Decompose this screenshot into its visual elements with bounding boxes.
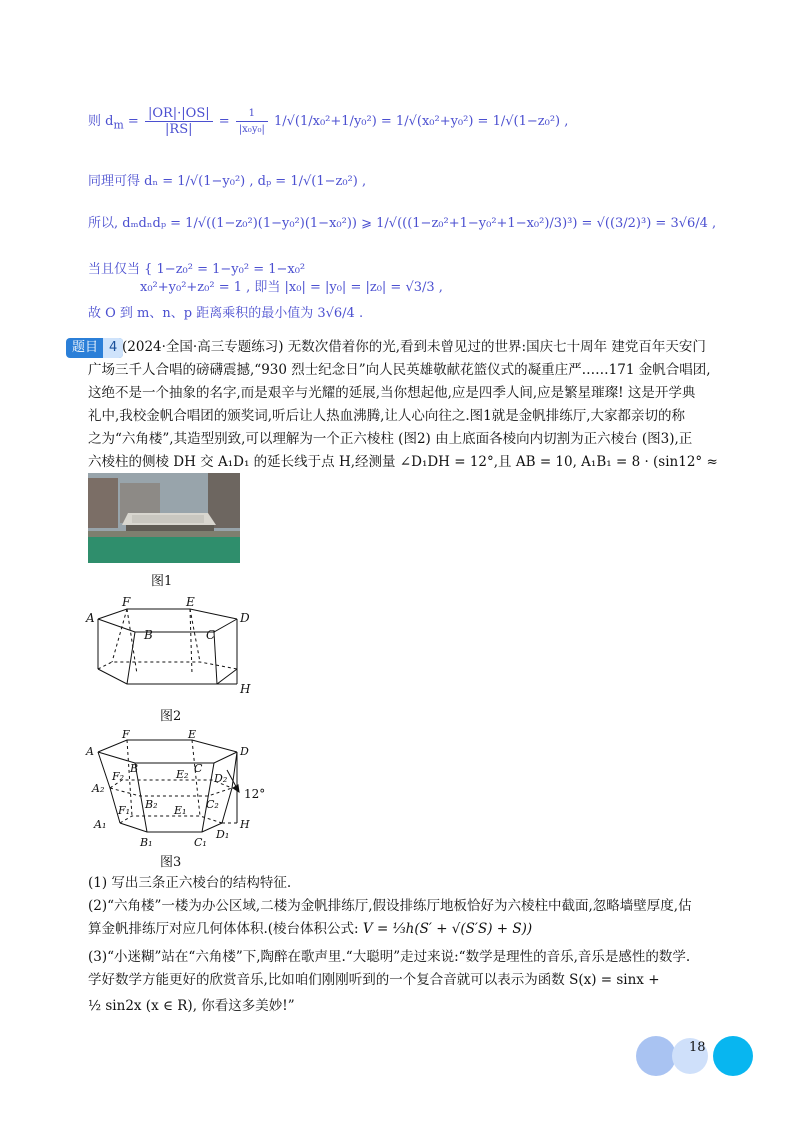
figure-3-hexagonal-frustum — [82, 730, 282, 850]
question-3-line-3: ½ sin2x (x ∈ R), 你看这多美妙!” — [88, 998, 295, 1014]
solution-line-1: 则 $d_m$ = $\frac{|OR|\cdot|OS|}{|RS|}$ = $\frac{1}{\text{|x₀y₀|}}$ 1/√(1/x₀²+1/y₀²) = 1/√(x₀²+y₀²) = 1/√(1−z₀²) , — [88, 106, 569, 137]
label-C: C — [206, 628, 216, 642]
fraction-denominator: |RS| — [165, 122, 193, 137]
solution-line-1-rest: 1/√(1/x₀²+1/y₀²) = 1/√(x₀²+y₀²) = 1/√(1−z₀²) , — [273, 114, 569, 129]
label-B: B — [130, 762, 139, 775]
question-1: (1) 写出三条正六棱台的结构特征. — [88, 875, 292, 891]
label-F: F — [122, 595, 131, 609]
label-C2: C₂ — [206, 798, 219, 811]
label-D: D — [240, 745, 249, 758]
problem-line-3: 这绝不是一个抽象的名字,而是艰辛与光耀的延展,当你想起他,应是四季人间,应是繁星璀璨! 这是开学典 — [88, 385, 696, 401]
label-B2: B₂ — [145, 798, 158, 811]
label-E: E — [186, 595, 195, 609]
figure-3-caption: 图3 — [160, 855, 182, 870]
footer-circle-left — [636, 1036, 676, 1076]
solution-line-5: 故 O 到 m、n、p 距离乘积的最小值为 3√6/4 . — [88, 306, 364, 321]
photo-rehearsal-hall — [88, 473, 240, 563]
solution-line-4a: 当且仅当 { 1−z₀² = 1−y₀² = 1−x₀² — [88, 262, 306, 277]
label-F: F — [122, 730, 130, 741]
question-3-line-2: 学好数学方能更好的欣赏音乐,比如咱们刚刚听到的一个复合音就可以表示为函数 S(x) = sinx + — [88, 972, 660, 988]
problem-badge-number: 4 — [103, 338, 123, 358]
solution-line-4b: x₀²+y₀²+z₀² = 1 , 即当 |x₀| = |y₀| = |z₀| = √3/3 , — [140, 280, 443, 295]
solution-line-2: 同理可得 dₙ = 1/√(1−y₀²) , dₚ = 1/√(1−z₀²) , — [88, 174, 367, 189]
inner-numerator: 1 — [236, 106, 268, 122]
angle-label: 12° — [244, 787, 266, 801]
label-A: A — [86, 745, 94, 758]
problem-line-1: (2024·全国·高三专题练习) 无数次借着你的光,看到未曾见过的世界:国庆七十周年 建党百年天安门 — [122, 339, 706, 355]
label-D2: D₂ — [214, 772, 228, 785]
label-B1: B₁ — [140, 836, 153, 849]
problem-line-6: 六棱柱的侧棱 DH 交 A₁D₁ 的延长线于点 H,经测量 ∠D₁DH = 12°,且 AB = 10, A₁B₁ = 8 · (sin12° ≈ — [88, 454, 718, 470]
photo-illustration — [88, 473, 240, 563]
question-3-line-1: (3)“小迷糊”站在“六角楼”下,陶醉在歌声里.“大聪明”走过来说:“数学是理性的音乐,音乐是感性的数学. — [88, 949, 691, 965]
fraction-or-os — [145, 106, 213, 137]
problem-line-2: 广场三千人合唱的磅礴震撼,“930 烈士纪念日”向人民英雄敬献花篮仪式的凝重庄严……171 金帆合唱团, — [88, 362, 711, 378]
label-A2: A₂ — [92, 782, 105, 795]
solution-line-1-prefix: 则 d — [88, 114, 114, 129]
footer-circle-right — [713, 1036, 753, 1076]
label-H: H — [240, 682, 251, 696]
label-H: H — [240, 818, 250, 831]
fraction-inner — [236, 106, 268, 137]
solution-line-3: 所以, dₘdₙdₚ = 1/√((1−z₀²)(1−y₀²)(1−x₀²)) ⩾ 1/√(((1−z₀²+1−y₀²+1−x₀²)/3)³) = √((3/2)³) = 3√6/4 , — [88, 216, 717, 231]
problem-badge — [66, 338, 123, 358]
solution-line-1-sub: m — [113, 118, 124, 132]
label-C: C — [194, 762, 203, 775]
figure-2-caption: 图2 — [160, 709, 182, 724]
label-F2: F₂ — [112, 770, 125, 783]
solution-line-1-eq: = — [127, 114, 139, 129]
problem-line-5: 之为“六角楼”,其造型别致,可以理解为一个正六棱柱 (图2) 由上底面各棱向内切割为正六棱台 (图3),正 — [88, 431, 693, 447]
fraction-numerator: |OR|·|OS| — [145, 106, 213, 122]
label-A1: A₁ — [94, 818, 107, 831]
label-A: A — [86, 611, 95, 625]
figure-1-caption: 图1 — [151, 574, 173, 589]
page-number: 18 — [689, 1040, 706, 1055]
label-E1: E₁ — [174, 804, 187, 817]
question-2-line-1: (2)“六角楼”一楼为办公区域,二楼为金帆排练厅,假设排练厅地板恰好为六棱柱中截面,忽略墙壁厚度,估 — [88, 898, 692, 914]
label-D: D — [240, 611, 250, 625]
label-C1: C₁ — [194, 836, 207, 849]
question-2-line-2 — [88, 918, 532, 941]
inner-denominator: |x₀y₀| — [238, 124, 265, 135]
label-E2: E₂ — [176, 768, 189, 781]
label-B: B — [144, 628, 153, 642]
problem-line-4: 礼中,我校金帆合唱团的颁奖词,听后让人热血沸腾,让人心向往之.图1就是金帆排练厅,大家都亲切的称 — [88, 408, 686, 424]
problem-badge-label: 题目 — [72, 340, 99, 355]
frustum-volume-formula: V = ⅓h(S′ + √(S′S) + S)) — [362, 921, 533, 937]
label-D1: D₁ — [216, 828, 230, 841]
label-F1: F₁ — [118, 804, 131, 817]
label-E: E — [188, 730, 197, 741]
figure-2-hexagonal-prism — [82, 594, 272, 706]
question-2-line-2-prefix: 算金帆排练厅对应几何体体积.(棱台体积公式: — [88, 921, 359, 937]
